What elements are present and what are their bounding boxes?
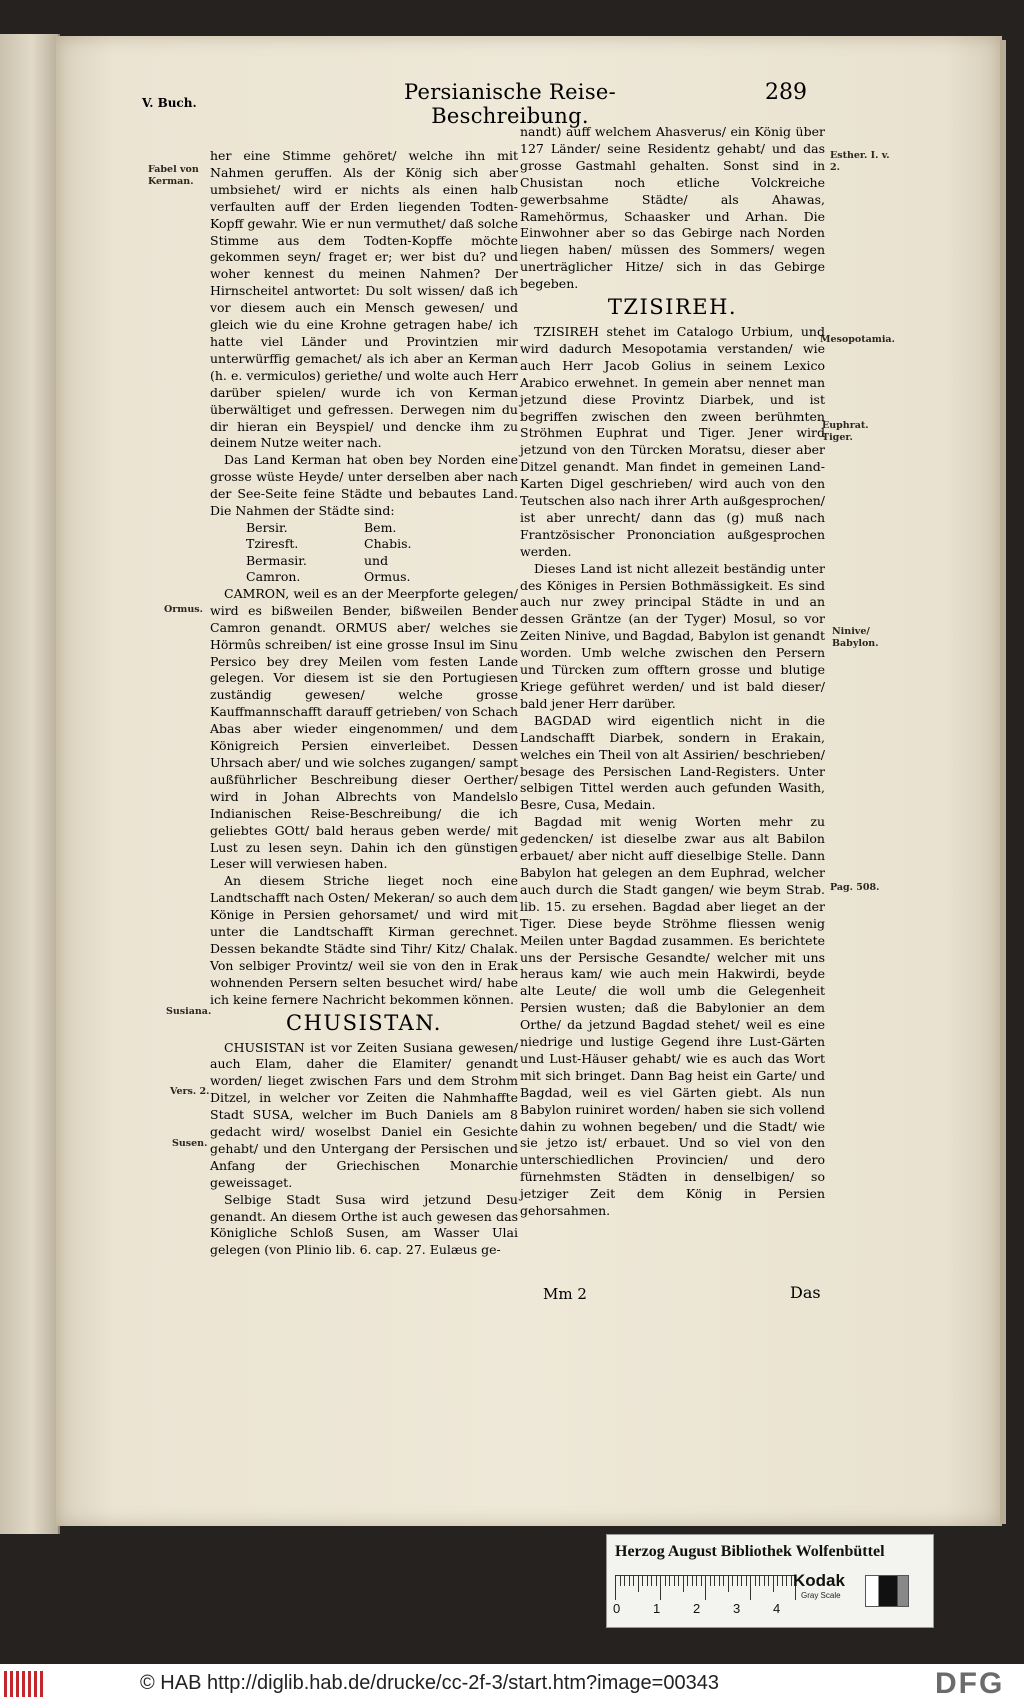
ruler-tick xyxy=(669,1576,670,1586)
ruler-tick xyxy=(642,1576,643,1586)
ruler-tick xyxy=(633,1576,634,1586)
page-edge xyxy=(1000,40,1006,1524)
hab-logo-icon xyxy=(4,1671,44,1697)
ruler-tick xyxy=(710,1576,711,1586)
right-paragraph: BAGDAD wird eigentlich nicht in die Landschafft Diarbek, sondern in Erakain, welches ein Theil von alt Assirien/ beschrieben/ besage des Persischen Land-Registers. Unter selbigen Tittel werden auch gefunden Wasith, Besre, Cusa, Medain. xyxy=(520,712,825,813)
ruler-tick xyxy=(660,1576,661,1600)
ruler-tick xyxy=(624,1576,625,1586)
catchword: Das xyxy=(790,1283,821,1302)
ruler-tick xyxy=(791,1576,792,1586)
ruler-tick xyxy=(777,1576,778,1586)
ruler-tick xyxy=(674,1576,675,1586)
section-title-tzisireh: TZISIREH. xyxy=(607,295,738,320)
city-name: Camron. xyxy=(246,569,301,585)
ruler-tick xyxy=(656,1576,657,1586)
ruler-tick xyxy=(687,1576,688,1586)
ruler-tick xyxy=(728,1576,729,1592)
city-name: Tziresft. xyxy=(246,536,299,552)
ruler-label: 0 xyxy=(613,1601,621,1616)
margin-note-ninive: Ninive/ Babylon. xyxy=(832,626,879,649)
right-paragraph: TZISIREH stehet im Catalogo Urbium, und wird dadurch Mesopotamia verstanden/ wie auch Herr Jacob Golius in seinem Lexico Arabico erwehnet. In gemein aber nennet man jetzund diese Provintz Diarbek, und ist begriffen zwischen den zween berühmten Ströhmen Euphrat und Tiger. Jener wird jetzund von den Türcken Moratsu, dieser aber Ditzel genandt. Man findet in gemeinen Land-Karten Digel geschrieben/ wird auch von den Teutschen also nach ihrer Arth außgesprochen/ ist aber unrecht/ dann das (g) muß nach Frantzösischer Prononciation außgesprochen werden. xyxy=(520,323,825,559)
right-paragraph: nandt) auff welchem Ahasverus/ ein König über 127 Länder/ seine Residentz gehabt/ und das grosse Gastmahl gehalten. Sonst sind in Chusistan noch etliche Volckreiche gewerbsahme Städte/ als Ahawas, Ramehörmus, Schaasker und Arhan. Die Einwohner aber so das Gebirge nach Norden liegen haben/ müssen des Sommers/ wegen unerträglicher Hitze/ sich in das Gebirge begeben. xyxy=(520,124,825,292)
ruler-tick xyxy=(750,1576,751,1600)
left-paragraph: CAMRON, weil es an der Meerpforte gelegen/ wird es bißweilen Bender, bißweilen Bender Camron genandt. ORMUS aber/ welches sie Hörmûs schreiben/ ist eine grosse Insul im Sinu Persico bey drey Meilen vom festen Lande gelegen. Vor diesem ist sie den Portugiesen zuständig gewesen/ welche grosse Kauffmannschafft darauff getrieben/ von Schach Abas aber wieder eingenommen/ und dem Königreich Persien einverleibet. Dessen Uhrsach aber/ und wie solches zugangen/ sampt außführlicher Beschreibung dieser Oerther/ wird in Johan Albrechts von Mandelslo Indianischen Reise-Beschreibung/ die ich geliebtes GOtt/ bald heraus geben werde/ mit Lust zu lesen seyn. Dahin ich den günstigen Leser will verwiesen haben. xyxy=(210,585,518,872)
ruler-tick xyxy=(737,1576,738,1586)
ruler-label: 2 xyxy=(693,1601,701,1616)
margin-note-pag: Pag. 508. xyxy=(830,882,880,893)
right-column xyxy=(520,124,825,1220)
ruler-tick xyxy=(696,1576,697,1586)
margin-note-vers: Vers. 2. xyxy=(170,1086,210,1097)
left-paragraph: Selbige Stadt Susa wird jetzund Desu genandt. An diesem Orthe ist auch gewesen das Königliche Schloß Susen, am Wasser Ulai gelegen (von Plinio lib. 6. cap. 27. Eulæus ge- xyxy=(210,1191,518,1258)
city-name: Ormus. xyxy=(364,569,411,585)
ruler-label: 1 xyxy=(653,1601,661,1616)
ruler-tick xyxy=(647,1576,648,1586)
dfg-logo: DFG xyxy=(935,1667,1005,1700)
left-column xyxy=(210,148,518,1259)
color-checker-card xyxy=(606,1534,934,1628)
left-paragraph: CHUSISTAN ist vor Zeiten Susiana gewesen/ auch Elam, daher die Elamiter/ genandt worden/ lieget zwischen Fars und dem Strohm Ditzel, in welcher vor Zeiten die Nahmhaffte Stadt SUSA, welcher im Buch Daniels am 8 gedacht wird/ woselbst Daniel ein Gesichte gehabt/ und den Untergang der Persischen und Anfang der Griechischen Monarchie geweissaget. xyxy=(210,1039,518,1190)
ruler-tick xyxy=(692,1576,693,1586)
running-head: Persianische Reise-Beschreibung. xyxy=(403,80,617,128)
ruler-tick xyxy=(786,1576,787,1586)
source-url-link[interactable]: © HAB http://diglib.hab.de/drucke/cc-2f-3/start.htm?image=00343 xyxy=(140,1672,719,1694)
right-paragraph: Dieses Land ist nicht allezeit beständig unter des Königes in Persien Bothmässigkeit. Es sind auch nur zwey principal Städte in und an dessen Gräntze (an der Tyger) Mosul, so vor Zeiten Ninive, und Bagdad, Babylon ist genandt worden. Umb welche zwischen den Persern und Türcken zum offtern grosse und blutige Kriege geführet werden/ und ist bald dieser/ bald jener Herr darüber. xyxy=(520,560,825,711)
book-marker: V. Buch. xyxy=(142,96,197,110)
right-paragraph: Bagdad mit wenig Worten mehr zu gedencken/ ist dieselbe zwar aus alt Babilon erbauet/ aber nicht auff dieselbige Stelle. Dann Babylon hat gelegen an dem Euphrad, welcher auch durch die Stadt gangen/ wie beym Strab. lib. 15. zu ersehen. Bagdad aber lieget an der Tiger. Diese beyde Ströhme fliessen wenig Meilen unter Bagdad zusammen. Es berichtete uns der Persische Gesandte/ welcher mit uns heraus kam/ wie auch mein Hakwirdi, beyde alte Leute/ die woll umb die Gelegenheit Persien wusten; daß die Babylonier an dem Orthe/ da jetzund Bagdad stehet/ weil es eine niedrige und lustige Gegend ihre Lust-Gärten und Lust-Häuser gehabt/ wie es auch das Wort mit sich bringet. Dann Bag heist ein Garte/ und Bagdad, weil es viel Gärten giebt. Als nun Babylon ruiniret worden/ haben sie sich vollend dahin zu wohnen begeben/ und die Stadt/ wie sie jetzo ist/ erbauet. Und so viel von den unterschiedlichen Provincien/ und dero fürnehmsten Städten in denselbigen/ so jetziger Zeit dem König in Persien gehorsahmen. xyxy=(520,814,825,1219)
ruler-tick xyxy=(683,1576,684,1592)
margin-note-esther: Esther. I. v. 2. xyxy=(830,150,890,173)
city-list xyxy=(246,520,518,586)
page-number: 289 xyxy=(765,80,807,105)
ruler-tick xyxy=(764,1576,765,1586)
city-name: Chabis. xyxy=(364,536,412,552)
margin-note-fabel: Fabel von Kerman. xyxy=(148,164,199,187)
scale-ruler xyxy=(615,1575,795,1604)
gray-scale-swatch xyxy=(865,1575,909,1607)
ruler-label: 3 xyxy=(733,1601,741,1616)
section-title-chusistan: CHUSISTAN. xyxy=(286,1010,442,1035)
ruler-tick xyxy=(719,1576,720,1586)
ruler-tick xyxy=(768,1576,769,1586)
ruler-tick xyxy=(620,1576,621,1586)
margin-note-euphrat: Euphrat. Tiger. xyxy=(822,420,869,443)
ruler-label: 4 xyxy=(773,1601,781,1616)
ruler-tick xyxy=(732,1576,733,1586)
margin-note-ormus: Ormus. xyxy=(164,604,203,615)
ruler-tick xyxy=(723,1576,724,1586)
city-name: und xyxy=(364,552,389,568)
ruler-tick xyxy=(773,1576,774,1592)
ruler-tick xyxy=(782,1576,783,1586)
ruler-tick xyxy=(629,1576,630,1586)
city-name: Bermasir. xyxy=(246,552,307,568)
margin-note-susen: Susen. xyxy=(172,1138,208,1149)
footer-bar xyxy=(0,1664,1024,1704)
city-name: Bersir. xyxy=(246,519,288,535)
kodak-logo: Kodak xyxy=(793,1571,845,1590)
ruler-tick xyxy=(665,1576,666,1586)
ruler-tick xyxy=(714,1576,715,1586)
ruler-tick xyxy=(741,1576,742,1586)
kodak-subtitle: Gray Scale xyxy=(801,1591,841,1600)
left-paragraph: An diesem Striche lieget noch eine Landtschafft nach Osten/ Mekeran/ so auch dem Könige in Persien gehorsamet/ und wird mit unter die Landtschafft Kirman gerechnet. Dessen bekandte Städte sind Tihr/ Kitz/ Chalak. Von selbiger Provintz/ weil sie von den in Erak wohnenden Persern selten besuchet wird/ habe ich keine fernere Nachricht bekommen können. xyxy=(210,873,518,1007)
previous-page-edge xyxy=(0,34,60,1534)
ruler-tick xyxy=(705,1576,706,1600)
ruler-tick xyxy=(615,1576,616,1600)
margin-note-mesopotamia: Mesopotamia. xyxy=(820,334,895,345)
city-name: Bem. xyxy=(364,519,397,535)
left-paragraph: her eine Stimme gehöret/ welche ihn mit Nahmen geruffen. Als der König sich aber umbsiehet/ wird er nichts als einen halb verfaulten auff der Erden liegenden Todten-Kopff gewahr. Wie er nun vermuthet/ daß solche Stimme aus dem Todten-Kopffe möchte gekommen seyn/ fraget er; wer bist du? und woher kennest du meinen Nahmen? Der Hirnscheitel antwortet: Du solt wissen/ daß ich vor diesem auch ein Mensch gewesen/ und gleich wie du eine Krohne getragen habe/ ich hatte viel Länder und Provintzien mir unterwürffig gemachet/ als ich aber an Kerman (h. e. vermiculos) geriethe/ und wolte auch Herr darüber spielen/ wurde ich von Kerman überwältiget und gefressen. Derwegen nim du dir hieran ein Beyspiel/ und dencke ihm zu deinem Nutze weiter nach. xyxy=(210,148,518,451)
ruler-tick xyxy=(678,1576,679,1586)
card-title: Herzog August Bibliothek Wolfenbüttel xyxy=(615,1543,885,1560)
ruler-tick xyxy=(651,1576,652,1586)
margin-note-susiana: Susiana. xyxy=(166,1006,212,1017)
left-paragraph: Das Land Kerman hat oben bey Norden eine grosse wüste Heyde/ unter derselben aber nach der See-Seite feine Städte und bebautes Land. Die Nahmen der Städte sind: xyxy=(210,452,518,519)
ruler-tick xyxy=(701,1576,702,1586)
signature-mark: Mm 2 xyxy=(543,1285,587,1303)
ruler-tick xyxy=(638,1576,639,1592)
ruler-tick xyxy=(746,1576,747,1586)
ruler-tick xyxy=(759,1576,760,1586)
ruler-tick xyxy=(755,1576,756,1586)
